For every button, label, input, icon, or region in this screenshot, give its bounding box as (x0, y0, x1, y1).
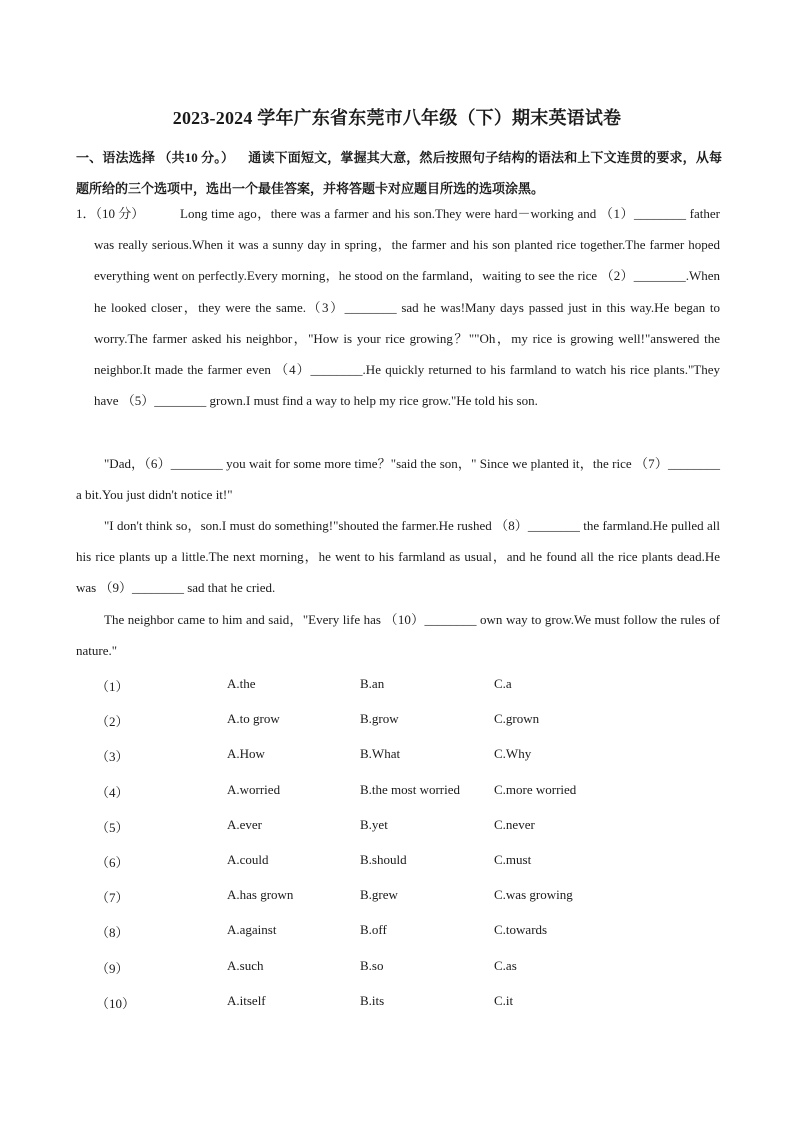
section-instructions: 通读下面短文，掌握其大意，然后按照句子结构的语法和上下文连贯的要求，从每题所给的三个选项中，选出一个最佳答案，并将答题卡对应题目所选的选项涂黑。 (76, 150, 722, 196)
option-row (0, 879, 794, 914)
passage-paragraph-2: "Dad，（6）________ you wait for some more time？"said the son，" Since we planted it，the rice （7）________ a bit.You just didn't notice it!" (76, 456, 720, 503)
options-list (0, 668, 794, 1020)
option-row (0, 950, 794, 985)
option-a: A.to grow (227, 711, 280, 727)
option-number: （3） (96, 749, 129, 765)
option-number: （7） (96, 890, 129, 906)
option-b: B.an (360, 676, 385, 691)
option-row (0, 914, 794, 949)
option-b: B.the most worried (360, 781, 461, 797)
option-row (0, 774, 794, 809)
option-b: B.off (360, 922, 387, 938)
page-title: 2023-2024 学年广东省东莞市八年级（下）期末英语试卷 (172, 108, 622, 128)
option-a: A.worried (227, 781, 281, 797)
option-a: A.itself (227, 992, 266, 1008)
option-a: A.has grown (227, 887, 294, 903)
option-a: A.could (227, 851, 269, 867)
option-b: B.should (360, 851, 407, 867)
option-number: （8） (96, 925, 129, 941)
passage-paragraph-3: "I don't think so，son.I must do something!"shouted the farmer.He rushed （8）________ the farmland.He pulled all his rice plants up a little.The next morning，he went to his farmland as usual，and he found all the rice plants dead.He was （9）________ sad that he cried. (76, 518, 720, 596)
option-number: （9） (96, 960, 129, 976)
option-c: C.was growing (494, 887, 573, 903)
question-number-score: 1．（10 分） (76, 206, 145, 221)
option-a: A.such (227, 957, 264, 973)
option-number: （10） (96, 995, 136, 1011)
option-c: C.never (494, 816, 535, 832)
passage-paragraph-1 (76, 198, 720, 416)
passage-paragraph-4: The neighbor came to him and said，"Every life has （10）________ own way to grow.We must follow the rules of nature." (76, 612, 720, 659)
option-row (0, 985, 794, 1020)
option-a: A.against (227, 922, 277, 938)
option-b: B.grew (360, 887, 398, 903)
section-heading (76, 142, 722, 204)
option-b: B.its (360, 992, 385, 1008)
option-number: （2） (96, 714, 129, 730)
option-a: A.ever (227, 816, 263, 832)
option-row (0, 844, 794, 879)
option-c: C.must (494, 851, 532, 867)
option-row (0, 738, 794, 773)
section-heading-label: 一、语法选择 （共10 分。） (76, 150, 235, 165)
option-row (0, 703, 794, 738)
option-c: C.a (494, 676, 512, 691)
option-number: （4） (96, 784, 129, 800)
option-c: C.it (494, 992, 514, 1008)
option-row (0, 809, 794, 844)
option-c: C.Why (494, 746, 532, 762)
option-row (0, 668, 794, 703)
option-a: A.the (227, 676, 256, 691)
option-b: B.so (360, 957, 384, 973)
option-c: C.more worried (494, 781, 577, 797)
option-number: （6） (96, 854, 129, 870)
option-a: A.How (227, 746, 265, 762)
option-b: B.grow (360, 711, 399, 727)
option-number: （1） (96, 679, 129, 694)
option-c: C.grown (494, 711, 540, 727)
option-b: B.What (360, 746, 401, 762)
paragraph-1-text: Long time ago，there was a farmer and his son.They were hard－working and （1）________ father was really serious.When it was a sunny day in spring，the farmer and his son planted rice together.The farmer hoped everything went on perfectly.Every morning，he stood on the farmland，waiting to see the rice （2）________.When he looked closer，they were the same.（3）________ sad he was!Many days passed just in this way.He began to worry.The farmer asked his neighbor，"How is your rice growing？""Oh，my rice is growing well!"answered the neighbor.It made the farmer even （4）________.He quickly returned to his farmland to watch his rice plants."They have （5）________ grown.I must find a way to help my rice grow."He told his son. (94, 206, 720, 409)
option-c: C.as (494, 957, 517, 973)
option-c: C.towards (494, 922, 548, 938)
option-b: B.yet (360, 816, 388, 832)
option-number: （5） (96, 819, 129, 835)
